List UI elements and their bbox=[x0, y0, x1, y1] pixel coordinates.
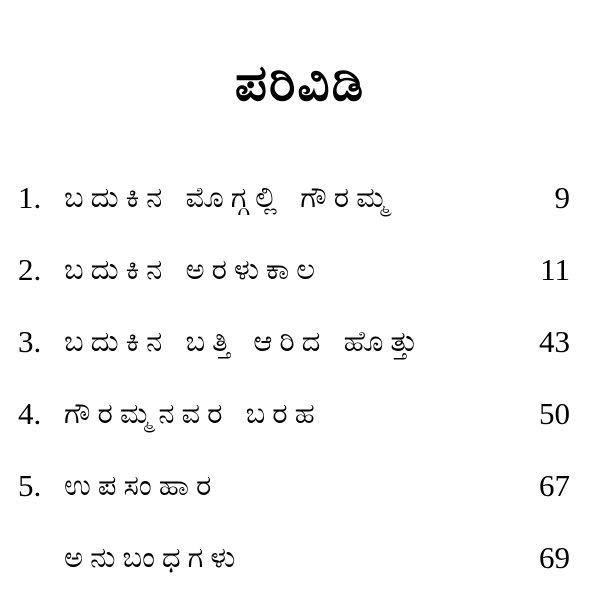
toc-entry bbox=[0, 170, 600, 242]
toc-entry-number: 4. bbox=[18, 396, 42, 431]
toc-entry bbox=[0, 386, 600, 458]
toc-entry-title: ಬದುಕಿನ ಅರಳುಕಾಲ bbox=[64, 252, 323, 286]
toc-entry-page: 69 bbox=[539, 540, 570, 575]
toc-entry-title: ಉಪಸಂಹಾರ bbox=[64, 468, 219, 502]
toc-entry-title: ಬದುಕಿನ ಬತ್ತಿ ಆರಿದ ಹೊತ್ತು bbox=[64, 324, 425, 358]
toc-entry-title: ಗೌರಮ್ಮನವರ ಬರಹ bbox=[64, 396, 322, 430]
toc-entry bbox=[0, 458, 600, 530]
toc-entry-page: 50 bbox=[539, 396, 570, 431]
toc-entry-number: 3. bbox=[18, 324, 42, 359]
toc-entry-number: 5. bbox=[18, 468, 42, 503]
toc-entry bbox=[0, 314, 600, 386]
toc-entry-page: 43 bbox=[539, 324, 570, 359]
toc-entry-title: ಬದುಕಿನ ಮೊಗ್ಗಲ್ಲಿ ಗೌರಮ್ಮ bbox=[64, 180, 395, 214]
page-title: ಪರಿವಿಡಿ bbox=[234, 53, 366, 112]
toc-entry bbox=[0, 530, 600, 602]
toc-entry-number: 1. bbox=[18, 180, 42, 215]
toc-entry-number: 2. bbox=[18, 252, 42, 287]
toc-entry-page: 67 bbox=[539, 468, 570, 503]
toc-entry bbox=[0, 242, 600, 314]
toc-entry-title: ಅನುಬಂಧಗಳು bbox=[64, 540, 243, 574]
table-of-contents bbox=[0, 170, 600, 602]
toc-entry-page: 9 bbox=[554, 180, 570, 215]
toc-entry-page: 11 bbox=[540, 252, 570, 287]
